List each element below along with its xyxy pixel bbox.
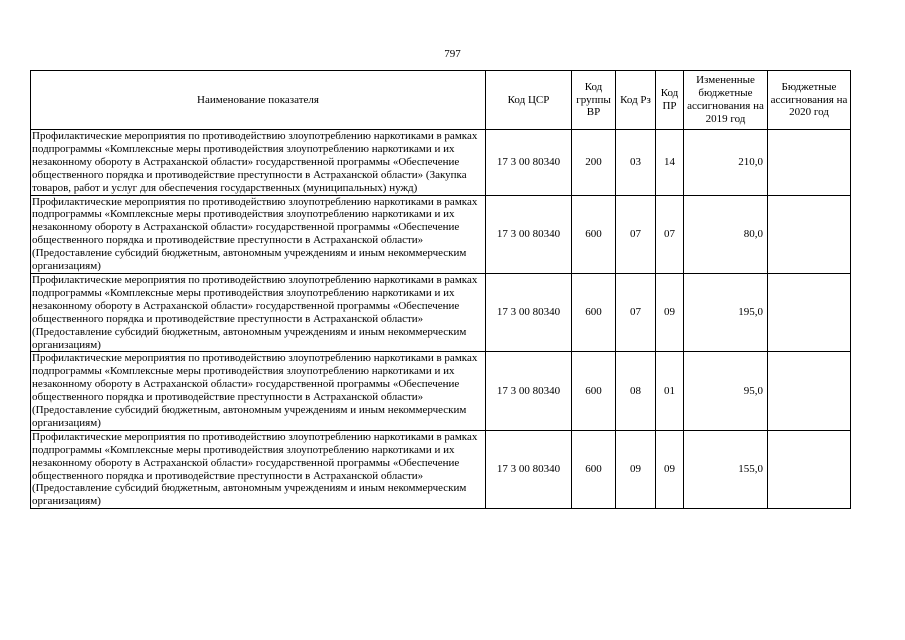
row-name: Профилактические мероприятия по противодействию злоупотреблению наркотиками в рамках подпрограммы «Комплексные меры противодействия злоупотреблению наркотиками и их незаконному обороту в Астраханской области» государственной программы «Обеспечение общественного порядка и противодействие преступности в Астраханской области» (Предоставление субсидий бюджетным, автономным учреждениям и иным некоммерческим организациям): [31, 273, 486, 351]
row-rz: 07: [616, 195, 656, 273]
row-pr: 14: [656, 130, 684, 196]
row-name: Профилактические мероприятия по противодействию злоупотреблению наркотиками в рамках подпрограммы «Комплексные меры противодействия злоупотреблению наркотиками и их незаконному обороту в Астраханской области» государственной программы «Обеспечение общественного порядка и противодействие преступности в Астраханской области» (Предоставление субсидий бюджетным, автономным учреждениям и иным некоммерческим организациям): [31, 195, 486, 273]
header-pr: Код ПР: [656, 71, 684, 130]
row-vr: 600: [572, 430, 616, 508]
row-2019: 155,0: [684, 430, 768, 508]
row-2020: [768, 352, 851, 430]
row-2020: [768, 130, 851, 196]
row-rz: 07: [616, 273, 656, 351]
row-vr: 600: [572, 195, 616, 273]
header-csr: Код ЦСР: [486, 71, 572, 130]
table-row: [31, 273, 851, 351]
header-name: Наименование показателя: [31, 71, 486, 130]
row-rz: 03: [616, 130, 656, 196]
header-2020: Бюджетные ассигнования на 2020 год: [768, 71, 851, 130]
header-2019: Измененные бюджетные ассигнования на 2019 год: [684, 71, 768, 130]
row-pr: 01: [656, 352, 684, 430]
table-row: [31, 195, 851, 273]
row-rz: 08: [616, 352, 656, 430]
row-pr: 07: [656, 195, 684, 273]
row-csr: 17 3 00 80340: [486, 273, 572, 351]
budget-table: [30, 70, 851, 509]
row-2019: 95,0: [684, 352, 768, 430]
row-2020: [768, 430, 851, 508]
row-2020: [768, 195, 851, 273]
header-vr: Код группы ВР: [572, 71, 616, 130]
row-vr: 600: [572, 352, 616, 430]
row-csr: 17 3 00 80340: [486, 352, 572, 430]
row-csr: 17 3 00 80340: [486, 195, 572, 273]
row-2019: 210,0: [684, 130, 768, 196]
row-name: Профилактические мероприятия по противодействию злоупотреблению наркотиками в рамках подпрограммы «Комплексные меры противодействия злоупотреблению наркотиками и их незаконному обороту в Астраханской области» государственной программы «Обеспечение общественного порядка и противодействие преступности в Астраханской области» (Предоставление субсидий бюджетным, автономным учреждениям и иным некоммерческим организациям): [31, 352, 486, 430]
row-name: Профилактические мероприятия по противодействию злоупотреблению наркотиками в рамках подпрограммы «Комплексные меры противодействия злоупотреблению наркотиками и их незаконному обороту в Астраханской области» государственной программы «Обеспечение общественного порядка и противодействие преступности в Астраханской области» (Закупка товаров, работ и услуг для обеспечения государственных (муниципальных) нужд): [31, 130, 486, 196]
table-header-row: [31, 71, 851, 130]
page-number: 797: [444, 48, 461, 60]
row-vr: 600: [572, 273, 616, 351]
table-row: [31, 130, 851, 196]
table-row: [31, 430, 851, 508]
row-2020: [768, 273, 851, 351]
row-rz: 09: [616, 430, 656, 508]
table-row: [31, 352, 851, 430]
row-vr: 200: [572, 130, 616, 196]
row-csr: 17 3 00 80340: [486, 130, 572, 196]
row-2019: 80,0: [684, 195, 768, 273]
row-name: Профилактические мероприятия по противодействию злоупотреблению наркотиками в рамках подпрограммы «Комплексные меры противодействия злоупотреблению наркотиками и их незаконному обороту в Астраханской области» государственной программы «Обеспечение общественного порядка и противодействие преступности в Астраханской области» (Предоставление субсидий бюджетным, автономным учреждениям и иным некоммерческим организациям): [31, 430, 486, 508]
row-pr: 09: [656, 430, 684, 508]
row-2019: 195,0: [684, 273, 768, 351]
row-pr: 09: [656, 273, 684, 351]
header-rz: Код Рз: [616, 71, 656, 130]
row-csr: 17 3 00 80340: [486, 430, 572, 508]
